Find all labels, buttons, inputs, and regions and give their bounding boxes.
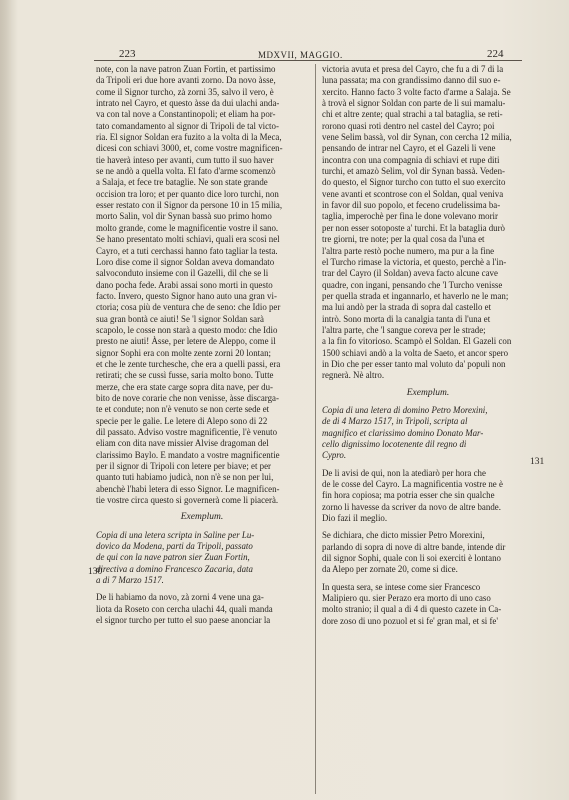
text-line: dicesi con schiavi 3000, et, come vostre magnificen- bbox=[96, 143, 283, 154]
text-line: Cypro. bbox=[322, 450, 347, 461]
text-line: De li habiamo da novo, zà zorni 4 vene una ga- bbox=[96, 592, 264, 603]
right-paragraph-2 bbox=[322, 468, 534, 525]
text-line: molto grande, come le magnificentie vostre il sano. bbox=[96, 222, 279, 233]
text-line: Copia di una letera di domino Petro Morexini, bbox=[322, 404, 488, 415]
text-line: el signor turcho per tutto el suo paese anonciar la bbox=[96, 615, 271, 626]
column-divider bbox=[315, 64, 316, 794]
text-line: ctoria; cosa più de ventura che de seno: che Idio per bbox=[96, 302, 281, 313]
text-line: fin hora copiosa; ma potria esser che sin qualche bbox=[322, 490, 495, 501]
text-line: de di 4 Marzo 1517, in Tripoli, scripta al bbox=[322, 416, 468, 427]
text-line: cello dignissimo locotenente dil regno di bbox=[322, 439, 467, 449]
text-line: da Tripoli eri due hore avanti zorno. Da novo àsse, bbox=[96, 75, 276, 86]
text-line: salvoconduto insieme con il Gazelli, dil che se li bbox=[96, 268, 269, 279]
running-title: MDXVII, MAGGIO. bbox=[258, 50, 343, 60]
text-line: Malipiero qu. sier Perazo era morto di uno caso bbox=[322, 593, 491, 604]
text-line: pensando de intrar nel Cayro, et el Gazeli li vene bbox=[322, 143, 496, 154]
left-letter-caption bbox=[96, 530, 308, 587]
left-column bbox=[96, 64, 308, 627]
text-line: dore zoso di uno pozuol et si fe' gran mal, et si fe' bbox=[322, 615, 498, 626]
text-line: abenchè l'habi letera di esso Signor. Le magnificen- bbox=[96, 483, 280, 494]
text-line: da Alepo per zornate 20, come si dice. bbox=[322, 564, 458, 575]
text-line: quanto tuti habiamo judicà, non n'è se non per lui, bbox=[96, 472, 274, 483]
margin-number-right: 131 bbox=[530, 457, 545, 467]
text-line: In questa sera, se intese come sier Francesco bbox=[322, 581, 481, 592]
text-line: esser restato con il Signor da persone 10 in 15 milia, bbox=[96, 200, 283, 211]
text-line: taglia, imperochè per fina le done volevano morir bbox=[322, 211, 498, 222]
page-number-left: 223 bbox=[119, 48, 136, 60]
text-line: incontra con una compagnia di schiavi et rupe diti bbox=[322, 154, 500, 165]
right-column bbox=[322, 64, 534, 627]
text-line: rorono quasi roti dentro nel castel del Cayro; poi bbox=[322, 120, 495, 131]
text-line: magnifico et clarissimo domino Donato Mar- bbox=[322, 427, 484, 438]
text-line: scapolo, le cosse non starà a questo modo: che Idio bbox=[96, 324, 278, 335]
margin-number-left: 130 bbox=[88, 567, 103, 577]
text-line: tie haverà inteso per avanti, cum tutto il suo haver bbox=[96, 154, 274, 165]
text-line: occision tra loro; et per quanto dice loro turchi, non bbox=[96, 188, 279, 199]
right-exemplum-heading: Exemplum. bbox=[406, 387, 450, 398]
text-line: chi et altre zente; qual strachi a tal bataglia, se reti- bbox=[322, 109, 503, 120]
text-line: Dio fazi il meglio. bbox=[322, 513, 388, 524]
text-line: regnerà. Nè altro. bbox=[322, 370, 385, 381]
text-line: ria. El signor Soldan era fuzito a la volta di la Meca, bbox=[96, 132, 282, 143]
text-line: luna passata; ma con grandissimo danno dil suo e- bbox=[322, 75, 501, 86]
text-line: va con tal nove a Constantinopoli; et eliam ha por- bbox=[96, 109, 276, 120]
running-header bbox=[0, 40, 569, 60]
text-line: a Salaja, et fece tre bataglie. Ne son state grande bbox=[96, 177, 268, 188]
text-line: a di 7 Marzo 1517. bbox=[96, 575, 164, 586]
text-line: 1500 schiavi andò a la volta de Saeto, et ancor spero bbox=[322, 347, 509, 358]
text-line: te et condute; non n'è venuto se non certe sede et bbox=[96, 404, 270, 415]
text-line: note, con la nave patron Zuan Fortin, et partissimo bbox=[96, 64, 276, 74]
text-line: Loro dise come il signor Soldan aveva domandato bbox=[96, 256, 275, 267]
text-line: presto ne aiuti! Àsse, per letere de Aleppo, come il bbox=[96, 336, 276, 347]
text-line: turchi, et amazò Selim, vol dir Synan bassà. Veden- bbox=[322, 166, 505, 177]
text-line: De li avisi de qui, non la atediarò per hora che bbox=[322, 467, 486, 478]
right-body-text bbox=[322, 64, 534, 382]
text-line: intrò. Sono morta di la canalgia tanta di l'una et bbox=[322, 313, 491, 324]
text-line: sua gran bontà ce aiuti! Se 'l signor Soldan sarà bbox=[96, 313, 264, 324]
left-letter-body bbox=[96, 592, 308, 626]
text-line: retirati; che se cussì fusse, saria molto bono. Tutte bbox=[96, 370, 274, 381]
text-line: parlando di sopra di nove di altre bande, intende dir bbox=[322, 541, 506, 552]
text-line: in favor dil suo popolo, et feceno crudelissima ba- bbox=[322, 200, 501, 211]
text-line: per il signor di Tripoli con letere per biave; et per bbox=[96, 461, 271, 472]
text-line: molto stranio; il qual a di 4 di questo cazete in Ca- bbox=[322, 604, 502, 615]
text-line: Se dichiara, che dicto missier Petro Morexini, bbox=[322, 530, 485, 541]
text-line: per quella strada et ingannarlo, et haverlo ne le man; bbox=[322, 290, 509, 301]
header-rule bbox=[94, 60, 522, 61]
text-line: vene avanti et scontrose con el Soldan, qual veniva bbox=[322, 188, 504, 199]
text-line: tie vostre circa questo si governerà come li piacerà. bbox=[96, 495, 279, 506]
text-line: quadre, con ingani, pensando che 'l Turcho venisse bbox=[322, 279, 503, 290]
text-line: facto. Invero, questo Signor hano auto una gran vi- bbox=[96, 290, 277, 301]
right-letter-caption bbox=[322, 405, 534, 462]
text-line: à trovà el signor Soldan con parte de li sui mamalu- bbox=[322, 98, 506, 109]
text-line: morto Salin, vol dir Synan bassà suo primo homo bbox=[96, 211, 272, 222]
text-line: tato comandamento al signor di Tripoli de tal victo- bbox=[96, 120, 279, 131]
text-line: liota da Roseto con cercha ulachi 44, quali manda bbox=[96, 603, 273, 614]
text-line: Se hano presentato molti schiavi, quali era scosi nel bbox=[96, 234, 280, 245]
left-exemplum-heading: Exemplum. bbox=[180, 512, 224, 523]
text-line: l'altra parte, che 'l sangue coreva per le strade; bbox=[322, 324, 486, 335]
text-line: vene Selim bassà, vol dir Synan, con cercha 12 milia, bbox=[322, 132, 512, 143]
text-line: tre giorni, tre note; per la qual cosa da l'una et bbox=[322, 234, 485, 245]
text-line: dil signor Sophi, quale con li soi exerciti è lontano bbox=[322, 553, 501, 564]
text-line: trar del Cayro (il Soldan) aveva facto alcune cave bbox=[322, 268, 498, 279]
text-line: come il Signor turcho, zà zorni 35, salvo il vero, è bbox=[96, 86, 274, 97]
text-line: de qui con la nave patron sier Zuan Fortin, bbox=[96, 552, 250, 563]
text-line: dovico da Modena, parti da Tripoli, passato bbox=[96, 541, 253, 552]
text-line: de le cosse del Cayro. La magnificentia vostre ne è bbox=[322, 479, 503, 490]
text-line: do questo, el Signor turcho con tutto el suo exercito bbox=[322, 177, 506, 188]
text-line: specie per le galie. Le letere di Alepo sono di 22 bbox=[96, 415, 268, 426]
text-line: dil passato. Adviso vostre magnificentie, l'è venuto bbox=[96, 427, 278, 437]
page-number-right: 224 bbox=[487, 48, 504, 60]
right-paragraph-3 bbox=[322, 530, 534, 575]
text-line: bito de nove corarie che non venisse, àsse discarga- bbox=[96, 392, 279, 403]
text-line: per non esser sotoposte a' turchi. Et la bataglia durò bbox=[322, 222, 505, 233]
text-line: Cayro, et a tuti cerchassi hanno fato tagliar la testa. bbox=[96, 245, 278, 256]
text-line: xercito. Hanno facto 3 volte facto d'arme a Salaja. Se bbox=[322, 86, 511, 97]
text-line: et che le zente turchesche, che era a quelli passi, era bbox=[96, 358, 281, 369]
text-line: clarissimo Baylo. E mandato a vostre magnificentie bbox=[96, 449, 280, 460]
text-line: se ne andò a quella volta. El fato d'arme scomenzò bbox=[96, 166, 276, 177]
text-line: dano pocha fede. Arabi assai sono morti in questo bbox=[96, 279, 273, 290]
text-line: in Dio che per esser tanto mal voluto da' populi non bbox=[322, 358, 506, 369]
left-body-text bbox=[96, 64, 308, 506]
text-line: Copia di una letera scripta in Saline per Lu- bbox=[96, 529, 255, 540]
text-line: directiva a domino Francesco Zacaria, data bbox=[96, 563, 253, 574]
text-line: l'altra parte restò poche numero, ma pur a la fine bbox=[322, 245, 495, 256]
text-line: el Turcho rimase la victoria, et questo, perchè a l'in- bbox=[322, 256, 507, 267]
text-line: zorno li havesse da scriver da novo de altre bande. bbox=[322, 501, 501, 512]
text-line: merze, che era state carge sopra dita nave, per du- bbox=[96, 381, 273, 392]
text-line: a la fin fo vitorioso. Scampò el Soldan. El Gazeli con bbox=[322, 336, 512, 347]
text-line: ma lui andò per la strada di sopra dal castello et bbox=[322, 302, 492, 313]
text-line: intrato nel Cayro, et questo àsse da dui ulachi anda- bbox=[96, 98, 280, 109]
right-paragraph-4 bbox=[322, 582, 534, 627]
page-binding-shadow bbox=[0, 0, 18, 800]
text-line: signor Sophi era con molte zente zorni 20 lontan; bbox=[96, 347, 271, 358]
text-line: eliam con dita nave missier Alvise dragoman del bbox=[96, 438, 269, 449]
text-line: victoria avuta et presa del Cayro, che fu a di 7 di la bbox=[322, 64, 504, 74]
